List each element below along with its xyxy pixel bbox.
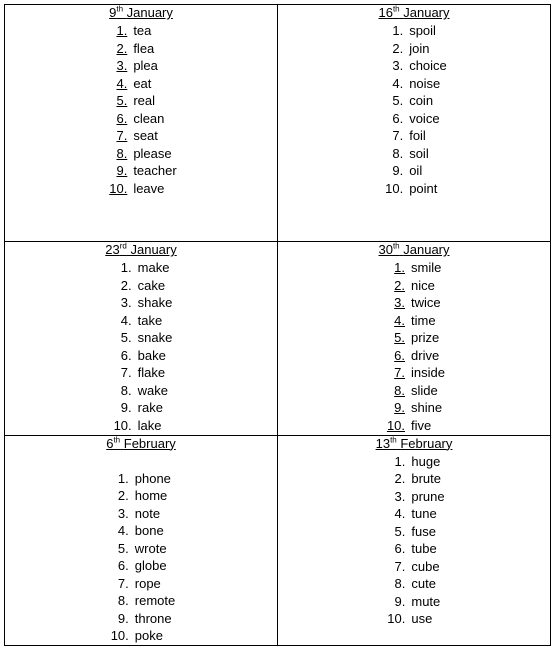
date-heading	[278, 436, 550, 452]
list-item	[110, 259, 173, 277]
word-list	[381, 22, 447, 197]
item-word: cake	[137, 277, 166, 293]
list-item	[110, 277, 173, 295]
item-number: 4.	[116, 75, 128, 91]
list-item	[383, 505, 444, 523]
list-item	[110, 329, 173, 347]
list-item	[381, 57, 447, 75]
item-word: spoil	[409, 23, 436, 38]
item-number: 7.	[394, 558, 406, 574]
item-word: rope	[134, 575, 161, 591]
list-item	[107, 627, 175, 645]
item-word: teacher	[133, 163, 177, 178]
item-number: 8.	[116, 145, 128, 161]
list-item	[107, 505, 175, 523]
list-item	[383, 523, 444, 541]
item-word: tube	[411, 541, 437, 556]
item-number: 7.	[116, 128, 128, 143]
item-word: take	[137, 312, 163, 328]
date-month: January	[403, 242, 450, 257]
item-number: 4.	[117, 523, 129, 538]
item-word: coin	[409, 93, 434, 108]
item-word: bake	[137, 347, 166, 363]
item-word: make	[137, 260, 170, 275]
item-word: use	[411, 611, 433, 626]
item-word: home	[134, 488, 168, 503]
list-item	[105, 57, 176, 75]
cell-23rd-january	[5, 242, 278, 436]
date-text	[378, 5, 449, 20]
item-word: choice	[409, 58, 447, 73]
list-item	[107, 610, 175, 628]
date-text	[378, 242, 449, 257]
date-heading	[5, 436, 277, 452]
list-item	[383, 417, 445, 435]
item-number: 10.	[110, 628, 129, 643]
item-word: leave	[133, 180, 165, 196]
list-item	[110, 312, 173, 330]
list-item	[383, 488, 444, 506]
list-item	[381, 110, 447, 128]
date-month: January	[126, 5, 173, 20]
item-word: drive	[411, 347, 440, 363]
item-number: 2.	[392, 40, 404, 56]
date-month: January	[403, 5, 450, 20]
list-item	[107, 575, 175, 593]
list-item	[107, 592, 175, 610]
date-heading	[5, 242, 277, 258]
list-item	[383, 277, 445, 295]
item-word: huge	[411, 453, 441, 469]
item-word: real	[133, 93, 155, 108]
item-word: tea	[133, 23, 152, 38]
item-word: remote	[134, 593, 176, 608]
item-number: 6.	[392, 110, 404, 126]
list-item	[383, 347, 445, 365]
list-item	[381, 40, 447, 58]
item-word: nice	[411, 277, 435, 293]
item-number: 9.	[116, 163, 128, 178]
item-number: 6.	[394, 347, 406, 363]
list-item	[383, 575, 444, 593]
item-number: 9.	[394, 593, 406, 609]
list-item	[383, 294, 445, 312]
item-word: shake	[137, 295, 173, 310]
item-number: 6.	[394, 541, 406, 556]
list-item	[383, 364, 445, 382]
item-number: 4.	[392, 75, 404, 91]
item-word: wrote	[134, 540, 167, 556]
date-text	[376, 436, 453, 451]
date-suffix: th	[392, 4, 400, 14]
item-word: twice	[411, 295, 441, 310]
date-day: 6	[106, 435, 114, 451]
list-item	[381, 75, 447, 93]
list-item	[105, 180, 176, 198]
item-number: 1.	[116, 23, 128, 38]
item-word: note	[134, 505, 161, 521]
date-suffix: th	[113, 435, 121, 445]
item-number: 1.	[392, 23, 404, 38]
list-item	[105, 127, 176, 145]
item-number: 8.	[392, 145, 404, 161]
item-word: noise	[409, 75, 441, 91]
item-number: 3.	[394, 295, 406, 310]
date-suffix: th	[390, 435, 397, 445]
list-item	[107, 557, 175, 575]
list-item	[383, 259, 445, 277]
item-word: clean	[133, 110, 165, 126]
item-number: 4.	[394, 312, 406, 328]
list-item	[381, 162, 447, 180]
list-item	[110, 294, 173, 312]
list-item	[105, 145, 176, 163]
item-word: foil	[409, 128, 426, 143]
item-word: please	[133, 145, 172, 161]
item-word: shine	[411, 400, 443, 415]
date-text	[105, 242, 176, 257]
item-word: slide	[411, 382, 438, 398]
item-number: 9.	[117, 610, 129, 626]
date-day: 9	[109, 5, 117, 20]
item-number: 2.	[116, 40, 128, 56]
cell-13th-february	[278, 435, 551, 646]
list-item	[110, 399, 173, 417]
item-word: phone	[134, 470, 171, 486]
item-word: inside	[411, 365, 445, 380]
item-word: voice	[409, 110, 440, 126]
item-word: time	[411, 312, 436, 328]
item-word: five	[411, 417, 432, 433]
list-item	[383, 399, 445, 417]
list-item	[381, 92, 447, 110]
item-word: globe	[134, 558, 167, 573]
item-number: 7.	[392, 128, 404, 143]
item-word: prize	[411, 330, 440, 345]
list-item	[107, 522, 175, 540]
item-word: fuse	[411, 523, 436, 539]
list-item	[383, 593, 444, 611]
item-number: 10.	[109, 180, 128, 196]
item-word: flea	[133, 40, 155, 56]
cell-30th-january	[278, 242, 551, 436]
date-month: February	[123, 435, 176, 451]
date-heading	[278, 242, 550, 258]
list-item	[383, 540, 444, 558]
list-item	[383, 558, 444, 576]
list-item	[105, 40, 176, 58]
item-number: 9.	[392, 163, 404, 178]
item-number: 10.	[386, 417, 406, 433]
item-number: 6.	[116, 110, 128, 126]
list-item	[107, 487, 175, 505]
word-list	[105, 22, 176, 197]
item-number: 10.	[387, 611, 406, 626]
list-item	[105, 75, 176, 93]
list-item	[383, 453, 444, 471]
item-number: 5.	[117, 540, 129, 556]
list-item	[107, 540, 175, 558]
item-number: 7.	[120, 365, 132, 380]
item-number: 1.	[120, 260, 132, 275]
item-number: 8.	[394, 382, 406, 398]
item-number: 5.	[120, 330, 132, 345]
item-number: 5.	[392, 93, 404, 108]
item-word: eat	[133, 75, 152, 91]
item-word: snake	[137, 330, 173, 345]
list-item	[110, 364, 173, 382]
date-month: February	[400, 435, 453, 451]
item-number: 6.	[117, 558, 129, 573]
date-day: 23	[105, 242, 120, 257]
item-number: 1.	[394, 260, 406, 275]
item-word: brute	[411, 471, 442, 486]
list-item	[110, 347, 173, 365]
item-number: 2.	[394, 277, 406, 293]
item-number: 7.	[117, 575, 129, 591]
spacer	[5, 453, 277, 470]
list-item	[105, 92, 176, 110]
list-item	[105, 110, 176, 128]
list-item	[105, 162, 176, 180]
item-number: 7.	[394, 365, 406, 380]
list-item	[383, 470, 444, 488]
item-word: seat	[133, 128, 158, 143]
item-number: 8.	[394, 576, 406, 591]
list-item	[383, 610, 444, 628]
spelling-table	[4, 4, 551, 646]
item-number: 2.	[394, 471, 406, 486]
word-list	[110, 259, 173, 434]
item-number: 9.	[394, 400, 406, 415]
item-word: cute	[411, 576, 436, 591]
item-number: 2.	[120, 277, 132, 293]
item-number: 5.	[116, 93, 128, 108]
item-number: 3.	[116, 58, 128, 73]
item-word: join	[409, 40, 430, 56]
date-heading	[5, 5, 277, 21]
list-item	[110, 382, 173, 400]
item-word: wake	[137, 382, 168, 398]
item-word: rake	[137, 400, 163, 415]
item-number: 8.	[117, 593, 129, 608]
item-word: tune	[411, 506, 437, 521]
list-item	[110, 417, 173, 435]
word-list	[107, 470, 175, 645]
date-text	[106, 436, 176, 451]
item-word: throne	[134, 610, 172, 626]
item-number: 8.	[120, 382, 132, 398]
item-number: 2.	[117, 488, 129, 503]
cell-9th-january	[5, 5, 278, 242]
item-word: mute	[411, 593, 441, 609]
list-item	[383, 329, 445, 347]
list-item	[381, 127, 447, 145]
item-number: 1.	[394, 453, 406, 469]
date-suffix: th	[392, 241, 400, 251]
item-number: 3.	[392, 58, 404, 73]
date-month: January	[130, 242, 177, 257]
item-word: soil	[409, 145, 429, 161]
item-number: 3.	[120, 295, 132, 310]
date-day: 30	[378, 242, 393, 257]
item-number: 4.	[120, 312, 132, 328]
item-word: plea	[133, 58, 158, 73]
date-suffix: rd	[119, 241, 127, 251]
item-number: 10.	[385, 180, 404, 196]
word-list	[383, 453, 444, 628]
item-number: 1.	[117, 470, 129, 486]
item-word: flake	[137, 365, 166, 380]
date-suffix: th	[116, 4, 124, 14]
item-number: 5.	[394, 523, 406, 539]
word-list	[383, 259, 445, 434]
item-word: smile	[411, 260, 442, 275]
item-number: 5.	[394, 330, 406, 345]
item-number: 3.	[117, 505, 129, 521]
list-item	[381, 145, 447, 163]
item-number: 6.	[120, 347, 132, 363]
list-item	[381, 180, 447, 198]
cell-16th-january	[278, 5, 551, 242]
item-number: 9.	[120, 400, 132, 415]
list-item	[105, 22, 176, 40]
cell-6th-february	[5, 435, 278, 646]
item-word: oil	[409, 163, 423, 178]
item-word: prune	[411, 488, 445, 504]
date-day: 16	[378, 5, 393, 20]
item-number: 4.	[394, 506, 406, 521]
list-item	[383, 382, 445, 400]
list-item	[107, 470, 175, 488]
item-word: cube	[411, 558, 440, 574]
date-heading	[278, 5, 550, 21]
item-word: lake	[137, 417, 162, 433]
list-item	[383, 312, 445, 330]
list-item	[381, 22, 447, 40]
item-word: point	[409, 180, 438, 196]
date-day: 13	[375, 435, 391, 451]
item-number: 10.	[113, 417, 132, 433]
item-number: 3.	[394, 488, 406, 504]
date-text	[109, 5, 173, 20]
item-word: poke	[134, 628, 163, 643]
item-word: bone	[134, 523, 164, 538]
